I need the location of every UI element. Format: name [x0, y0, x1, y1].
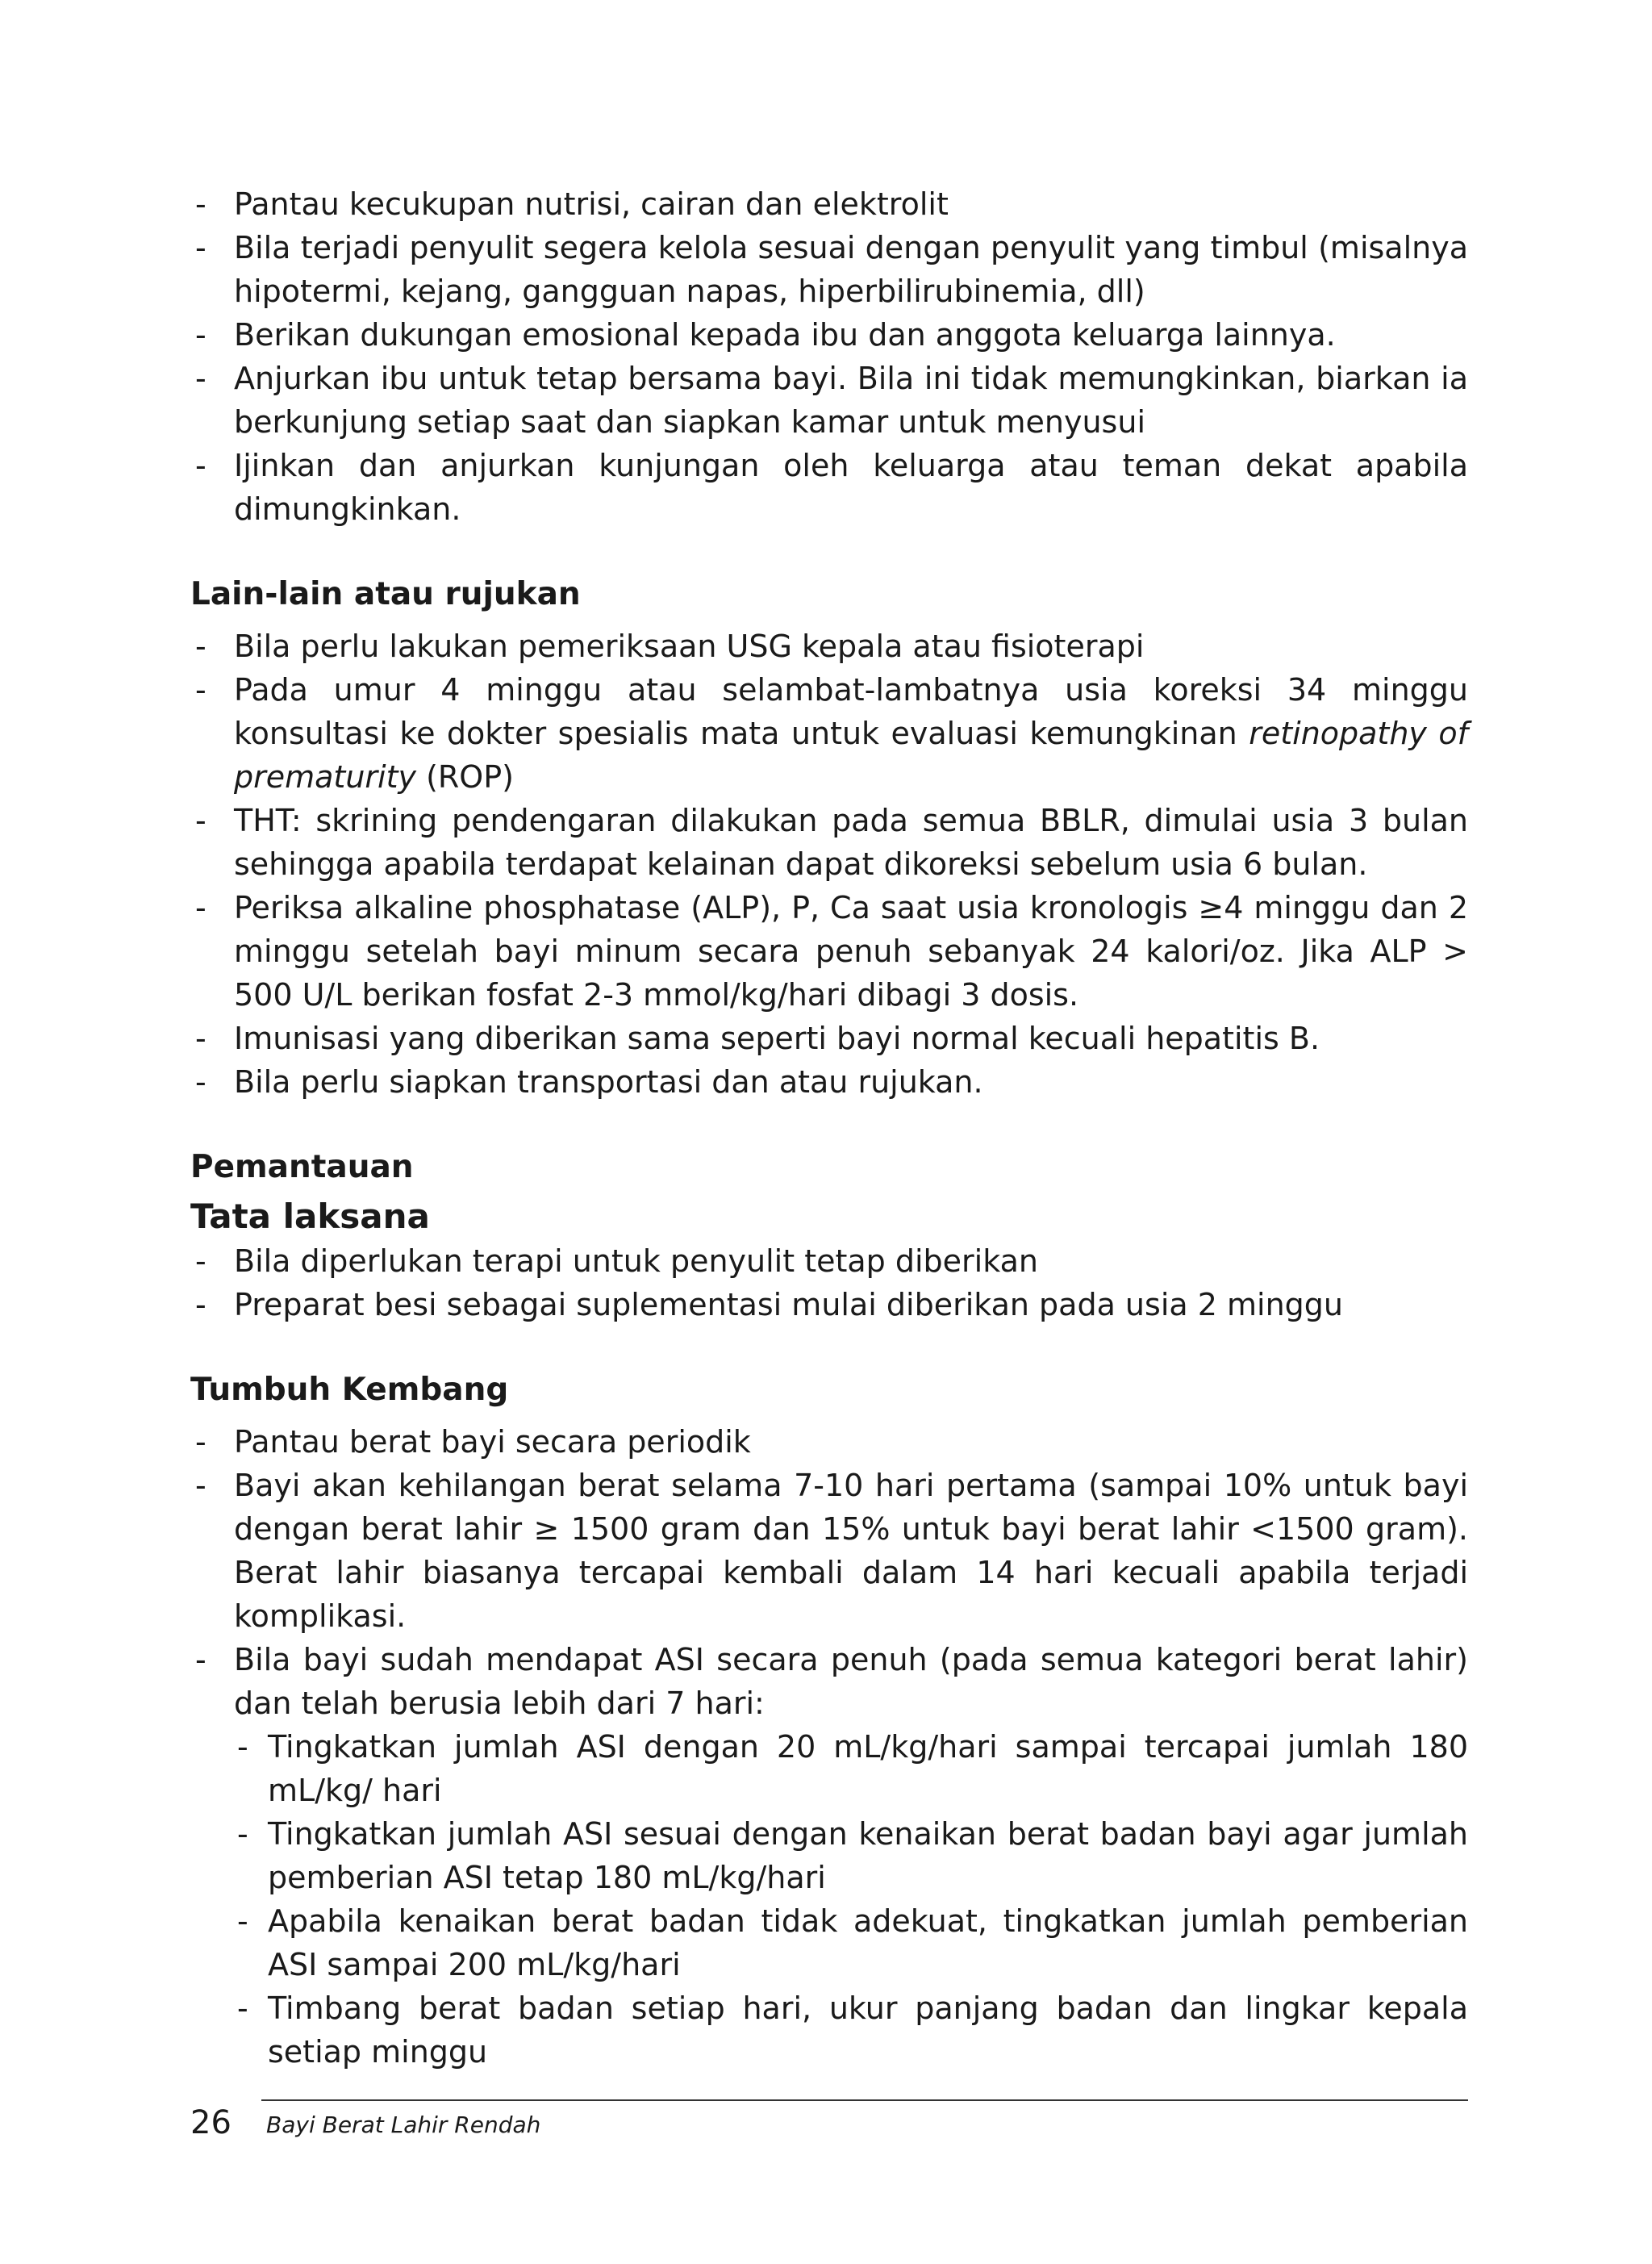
list-item: - THT: skrining pendengaran dilakukan pada semua BBLR, dimulai usia 3 bulan sehingga apabila terdapat kelainan dapat dikoreksi sebelum usia 6 bulan.: [190, 799, 1468, 886]
list-item: - Preparat besi sebagai suplementasi mulai diberikan pada usia 2 minggu: [190, 1283, 1468, 1326]
page-number: 26: [190, 2104, 232, 2141]
list-item: [190, 668, 1468, 799]
sublist-item: - Timbang berat badan setiap hari, ukur panjang badan dan lingkar kepala setiap minggu: [234, 1986, 1468, 2074]
page-body: [190, 182, 1468, 2074]
intro-list: [190, 182, 1468, 531]
list-item: - Anjurkan ibu untuk tetap bersama bayi. Bila ini tidak memungkinkan, biarkan ia berkunjung setiap saat dan siapkan kamar untuk menyusui: [190, 357, 1468, 444]
section-heading-pemantauan: Pemantauan: [190, 1149, 414, 1185]
list-item: - Pantau berat bayi secara periodik: [190, 1420, 1468, 1464]
list-item: - Bila perlu siapkan transportasi dan atau rujukan.: [190, 1060, 1468, 1104]
running-title: Bayi Berat Lahir Rendah: [266, 2112, 541, 2138]
list-item-text: Pada umur 4 minggu atau selambat-lambatnya usia koreksi 34 minggu konsultasi ke dokter spesialis mata untuk evaluasi kemungkinan: [234, 672, 1468, 751]
list-item: - Bila terjadi penyulit segera kelola sesuai dengan penyulit yang timbul (misalnya hipotermi, kejang, gangguan napas, hiperbilirubinemia, dll): [190, 226, 1468, 313]
section-heading-tumbuh-kembang: Tumbuh Kembang: [190, 1372, 509, 1408]
list-item: - Berikan dukungan emosional kepada ibu dan anggota keluarga lainnya.: [190, 313, 1468, 357]
tumbuh-kembang-sublist: [234, 1725, 1468, 2074]
lain-lain-list: [190, 624, 1468, 1104]
list-item-italic-term: retinopathy of prematurity: [234, 716, 1468, 795]
subheading-tata-laksana: Tata laksana: [190, 1197, 430, 1236]
list-item: - Bila perlu lakukan pemeriksaan USG kepala atau fisioterapi: [190, 624, 1468, 668]
section-heading-lain-lain: Lain-lain atau rujukan: [190, 576, 581, 612]
list-item: [190, 1638, 1468, 2074]
sublist-item: - Tingkatkan jumlah ASI sesuai dengan kenaikan berat badan bayi agar jumlah pemberian ASI tetap 180 mL/kg/hari: [234, 1812, 1468, 1899]
list-item: - Imunisasi yang diberikan sama seperti bayi normal kecuali hepatitis B.: [190, 1017, 1468, 1060]
sublist-item: - Tingkatkan jumlah ASI dengan 20 mL/kg/hari sampai tercapai jumlah 180 mL/kg/ hari: [234, 1725, 1468, 1812]
list-item: - Pantau kecukupan nutrisi, cairan dan elektrolit: [190, 182, 1468, 226]
list-item: - Bila diperlukan terapi untuk penyulit tetap diberikan: [190, 1239, 1468, 1283]
list-item: - Periksa alkaline phosphatase (ALP), P, Ca saat usia kronologis ≥4 minggu dan 2 minggu setelah bayi minum secara penuh sebanyak 24 kalori/oz. Jika ALP > 500 U/L berikan fosfat 2-3 mmol/kg/hari dibagi 3 dosis.: [190, 886, 1468, 1017]
list-item-text: Bila bayi sudah mendapat ASI secara penuh (pada semua kategori berat lahir) dan telah berusia lebih dari 7 hari:: [234, 1642, 1468, 1721]
list-item-text: (ROP): [415, 759, 514, 795]
tumbuh-kembang-list: [190, 1420, 1468, 2074]
list-item: - Ijinkan dan anjurkan kunjungan oleh keluarga atau teman dekat apabila dimungkinkan.: [190, 444, 1468, 531]
list-item: - Bayi akan kehilangan berat selama 7-10 hari pertama (sampai 10% untuk bayi dengan berat lahir ≥ 1500 gram dan 15% untuk bayi berat lahir <1500 gram). Berat lahir biasanya tercapai kembali dalam 14 hari kecuali apabila terjadi komplikasi.: [190, 1464, 1468, 1638]
pemantauan-list: [190, 1239, 1468, 1326]
footer-divider: [261, 2099, 1468, 2101]
sublist-item: - Apabila kenaikan berat badan tidak adekuat, tingkatkan jumlah pemberian ASI sampai 200 mL/kg/hari: [234, 1899, 1468, 1986]
